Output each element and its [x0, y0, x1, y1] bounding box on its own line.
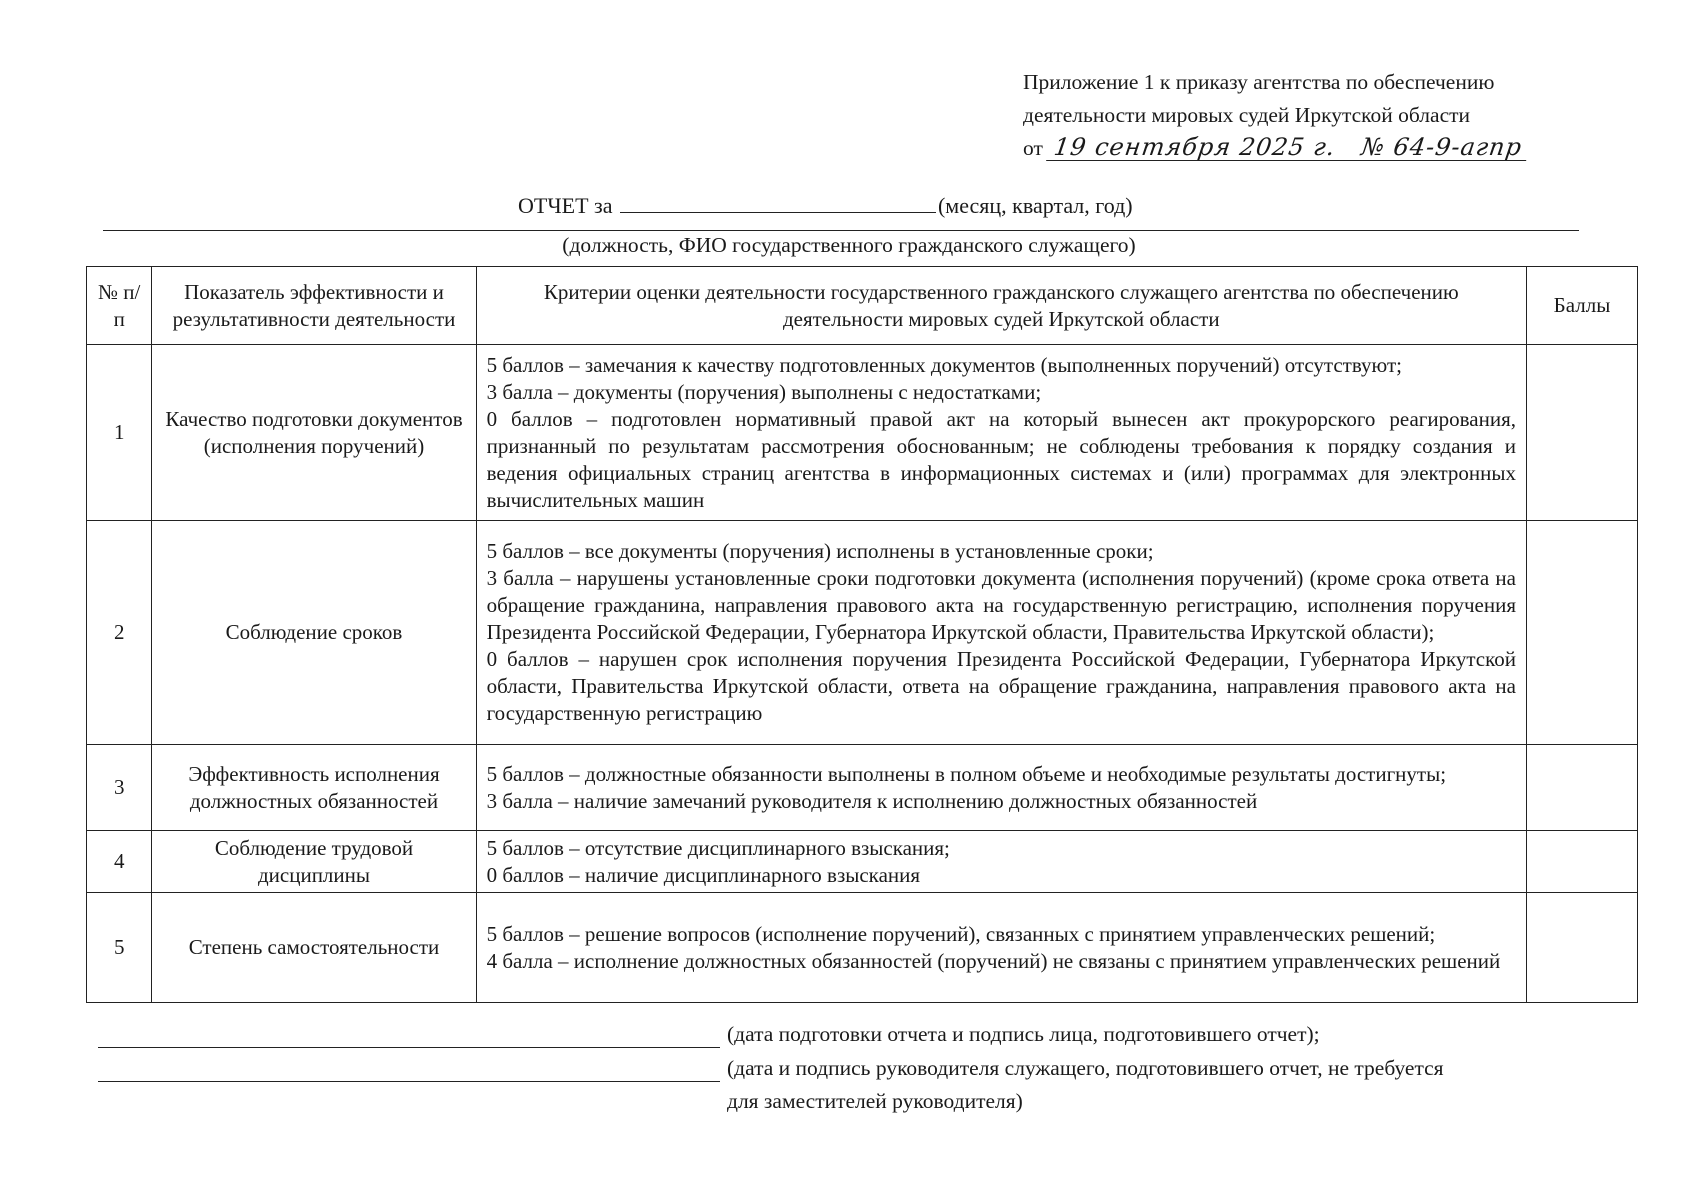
header-score: Баллы: [1527, 267, 1638, 345]
table-row: [87, 521, 1638, 745]
row-indicator: Соблюдение трудовой дисциплины: [152, 831, 476, 893]
criteria-item: 5 баллов – отсутствие дисциплинарного взыскания;: [486, 835, 950, 860]
appendix-line-1: Приложение 1 к приказу агентства по обеспечению: [1023, 70, 1495, 94]
criteria-item: 3 балла – нарушены установленные сроки подготовки документа (исполнения поручений) (кроме срока ответа на обращение гражданина, направления правового акта на государственную регистрацию, исполнения поручения Президента Российской Федерации, Губернатора Иркутской области, Правительства Иркутской области);: [486, 566, 1516, 644]
row-indicator: Соблюдение сроков: [152, 521, 476, 745]
row-criteria: [476, 345, 1526, 521]
criteria-item: 5 баллов – решение вопросов (исполнение поручений), связанных с принятием управленческих решений;: [486, 921, 1436, 946]
row-number: 4: [87, 831, 152, 893]
report-title: [518, 190, 1133, 219]
row-criteria: [476, 521, 1526, 745]
signature-line-head: [98, 1081, 720, 1082]
header-number: № п/п: [87, 267, 152, 345]
table-row: [87, 893, 1638, 1003]
row-score: [1527, 893, 1638, 1003]
handwritten-number: № 64-9-агпр: [1359, 133, 1525, 161]
row-criteria: [476, 745, 1526, 831]
row-score: [1527, 345, 1638, 521]
report-title-suffix: (месяц, квартал, год): [937, 193, 1133, 218]
row-indicator: Эффективность исполнения должностных обязанностей: [152, 745, 476, 831]
header-criteria: Критерии оценки деятельности государственного гражданского служащего агентства по обеспечению деятельности мировых судей Иркутской области: [476, 267, 1526, 345]
row-score: [1527, 521, 1638, 745]
position-caption: (должность, ФИО государственного гражданского служащего): [562, 233, 1136, 257]
appendix-header: [1023, 66, 1528, 165]
criteria-item: 5 баллов – замечания к качеству подготовленных документов (выполненных поручений) отсутствуют;: [486, 352, 1402, 377]
handwritten-order-details: [1046, 134, 1530, 161]
appendix-prefix: от: [1023, 136, 1043, 160]
row-number: 3: [87, 745, 152, 831]
row-indicator: Степень самостоятельности: [152, 893, 476, 1003]
position-blank-line: [103, 230, 1579, 231]
table-row: [87, 831, 1638, 893]
row-criteria: [476, 893, 1526, 1003]
criteria-item: 0 баллов – наличие дисциплинарного взыскания: [486, 862, 921, 887]
handwritten-date: 19 сентября 2025 г.: [1052, 133, 1338, 161]
signature-line-preparer: [98, 1047, 720, 1048]
appendix-line-2: деятельности мировых судей Иркутской области: [1023, 103, 1471, 127]
table-row: [87, 745, 1638, 831]
criteria-item: 3 балла – наличие замечаний руководителя к исполнению должностных обязанностей: [486, 788, 1258, 813]
row-number: 2: [87, 521, 152, 745]
report-title-prefix: ОТЧЕТ за: [518, 193, 613, 218]
period-blank-line: [620, 190, 936, 213]
criteria-item: 0 баллов – подготовлен нормативный правой акт на который вынесен акт прокурорского реагирования, признанный по результатам рассмотрения обоснованным; не соблюдены требования к порядку создания и ведения официальных страниц агентства в информационных системах и (или) программах для электронных вычислительных машин: [486, 406, 1516, 512]
criteria-item: 5 баллов – должностные обязанности выполнены в полном объеме и необходимые результаты достигнуты;: [486, 761, 1447, 786]
table-row: [87, 345, 1638, 521]
appendix-line-3: [1023, 132, 1528, 165]
row-criteria: [476, 831, 1526, 893]
row-number: 1: [87, 345, 152, 521]
criteria-item: 5 баллов – все документы (поручения) исполнены в установленные сроки;: [486, 539, 1154, 563]
criteria-item: 0 баллов – нарушен срок исполнения поручения Президента Российской Федерации, Губернатора Иркутской области, Правительства Иркутской области, ответа на обращение гражданина, направления правового акта на государственную регистрацию: [486, 647, 1516, 725]
criteria-item: 3 балла – документы (поручения) выполнены с недостатками;: [486, 379, 1042, 404]
row-score: [1527, 831, 1638, 893]
header-indicator: Показатель эффективности и результативности деятельности: [152, 267, 476, 345]
row-score: [1527, 745, 1638, 831]
row-indicator: Качество подготовки документов (исполнения поручений): [152, 345, 476, 521]
signature-caption-head-1: (дата и подпись руководителя служащего, подготовившего отчет, не требуется: [727, 1056, 1444, 1080]
row-number: 5: [87, 893, 152, 1003]
signature-caption-preparer: (дата подготовки отчета и подпись лица, подготовившего отчет);: [727, 1022, 1320, 1046]
signature-caption-head-2: для заместителей руководителя): [727, 1089, 1023, 1113]
criteria-item: 4 балла – исполнение должностных обязанностей (поручений) не связаны с принятием управленческих решений: [486, 948, 1501, 973]
table-header-row: [87, 267, 1638, 345]
criteria-table: [86, 266, 1638, 1003]
